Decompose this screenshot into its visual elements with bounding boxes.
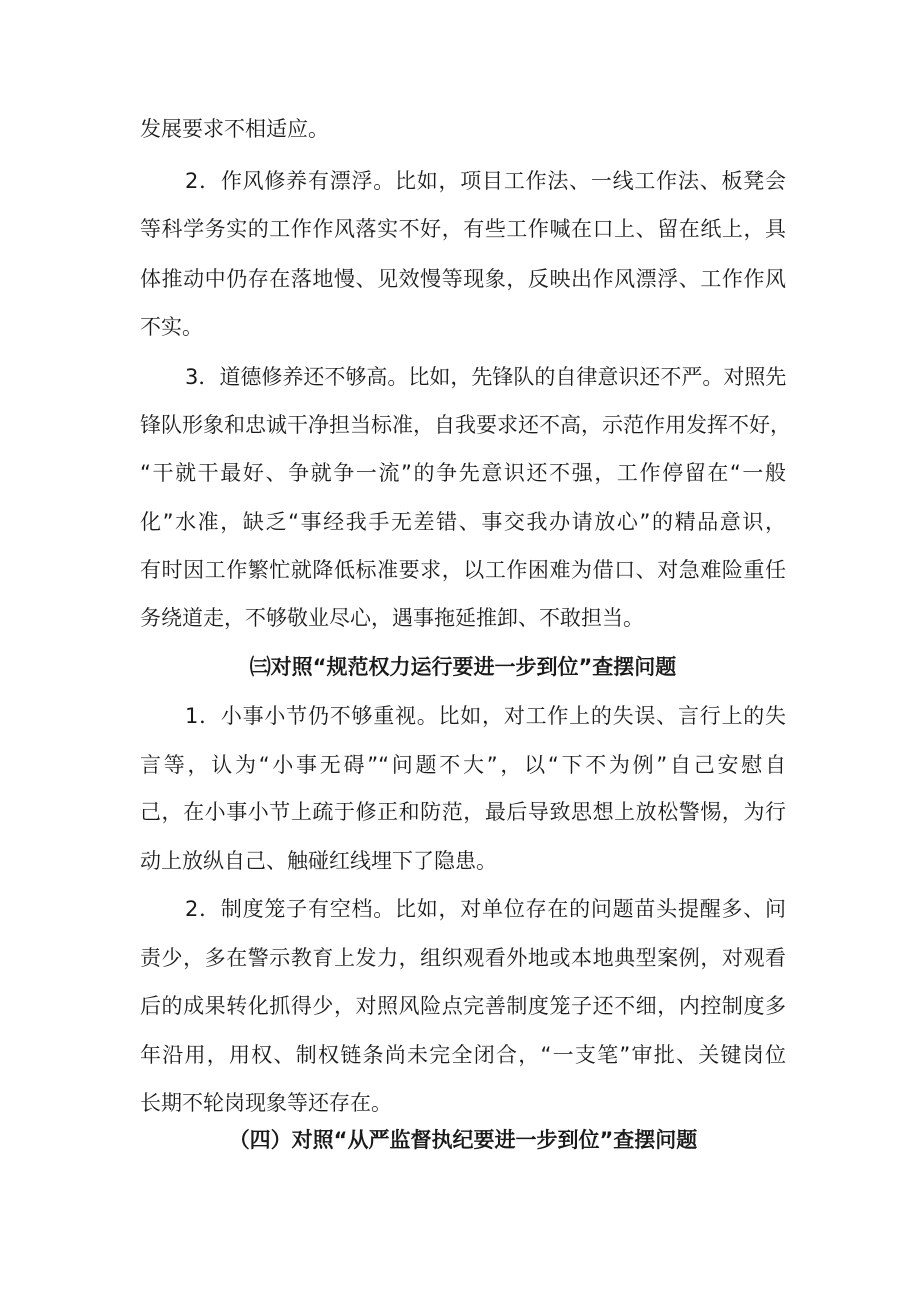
paragraph-line: 2．制度笼子有空档。比如，对单位存在的问题苗头提醒多、问 xyxy=(185,897,786,921)
paragraph-line: 锋队形象和忠诚干净担当标准，自我要求还不高，示范作用发挥不好， xyxy=(140,413,791,437)
paragraph-line: 化”水准，缺乏“事经我手无差错、事交我办请放心”的精品意识， xyxy=(140,510,786,534)
paragraph-line: 责少，多在警示教育上发力，组织观看外地或本地典型案例，对观看 xyxy=(140,946,786,970)
section-heading: ㈢对照“规范权力运行要进一步到位”查摆问题 xyxy=(249,655,677,679)
paragraph-line: 体推动中仍存在落地慢、见效慢等现象，反映出作风漂浮、工作作风 xyxy=(140,267,786,291)
paragraph-line: 务绕道走，不够敬业尽心，遇事拖延推卸、不敢担当。 xyxy=(140,606,644,630)
paragraph-line: 动上放纵自己、触碰红线埋下了隐患。 xyxy=(140,849,497,873)
paragraph-line: 发展要求不相适应。 xyxy=(140,117,329,141)
paragraph-line: 不实。 xyxy=(140,315,203,339)
section-heading: （四）对照“从严监督执纪要进一步到位”查摆问题 xyxy=(228,1128,698,1152)
paragraph-line: 言等，认为“小事无碍”“问题不大”，以“下不为例”自己安慰自 xyxy=(140,753,786,777)
paragraph-line: 己，在小事小节上疏于修正和防范，最后导致思想上放松警惕，为行 xyxy=(140,800,786,824)
paragraph-line: 1．小事小节仍不够重视。比如，对工作上的失误、言行上的失 xyxy=(185,704,786,728)
paragraph-line: 有时因工作繁忙就降低标准要求，以工作困难为借口、对急难险重任 xyxy=(140,558,786,582)
paragraph-line: 2．作风修养有漂浮。比如，项目工作法、一线工作法、板凳会 xyxy=(185,169,786,193)
paragraph-line: 等科学务实的工作作风落实不好，有些工作喊在口上、留在纸上，具 xyxy=(140,217,786,241)
paragraph-line: 后的成果转化抓得少，对照风险点完善制度笼子还不细，内控制度多 xyxy=(140,994,786,1018)
paragraph-line: 年沿用，用权、制权链条尚未完全闭合，“一支笔”审批、关键岗位 xyxy=(140,1043,786,1067)
paragraph-line: 3．道德修养还不够高。比如，先锋队的自律意识还不严。对照先 xyxy=(185,365,787,389)
paragraph-line: “干就干最好、争就争一流”的争先意识还不强，工作停留在“一般 xyxy=(140,461,786,485)
paragraph-line: 长期不轮岗现象等还存在。 xyxy=(140,1091,392,1115)
